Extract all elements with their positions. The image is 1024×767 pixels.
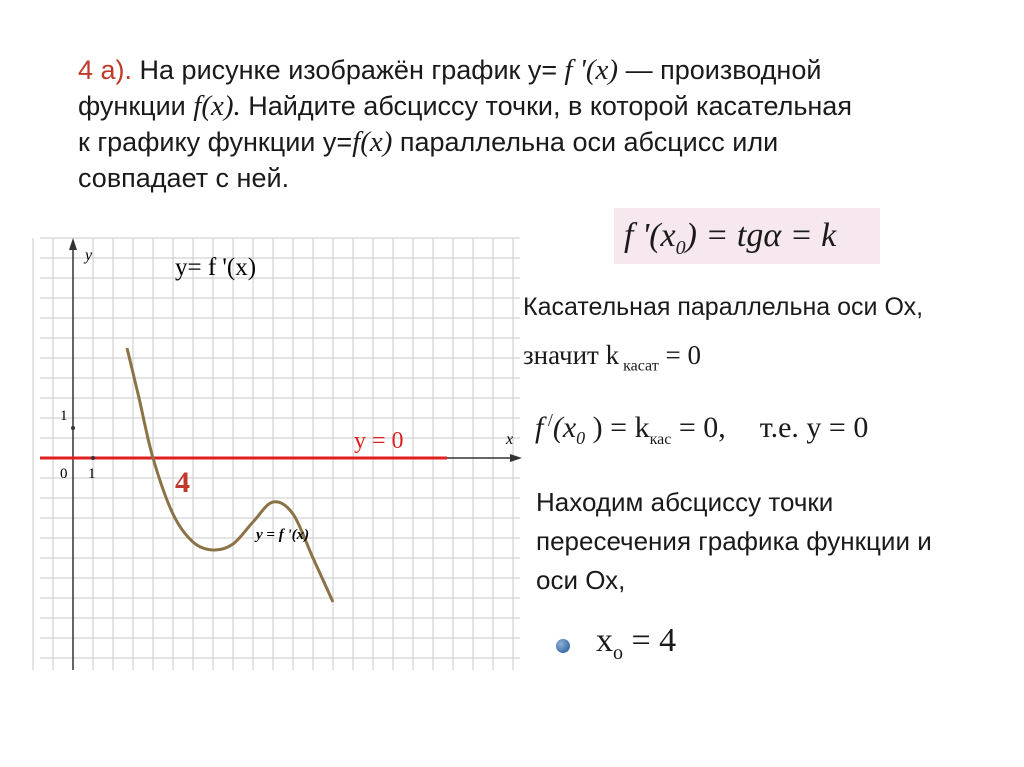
axis-x-label: x <box>506 431 514 448</box>
tick-zero: 0 <box>60 466 68 482</box>
bullet-icon <box>556 639 570 653</box>
equation-line: f $^/(x_0$ ) = $k_{кас} = 0$, т.е. y = 0 <box>535 410 869 448</box>
x-axis-arrow <box>510 454 522 462</box>
find-text: Находим абсциссу точки пересечения графика функции и оси Ох, <box>536 487 932 595</box>
problem-line-4: совпадает с ней. <box>78 163 290 193</box>
derivative-curve <box>127 348 333 602</box>
zero-line-label: y = 0 <box>354 428 404 454</box>
tangent-text-2: значит k $_{касат}$ = 0 <box>523 340 701 375</box>
derivative-graph <box>0 230 530 670</box>
curve-label: y = f '(x) <box>256 527 310 543</box>
problem-line-2: функции f(x). Найдите абсциссу точки, в которой касательная <box>78 90 852 122</box>
y-axis-arrow <box>69 238 77 250</box>
tick-x1-dot <box>91 456 95 460</box>
problem-line-3: к графику функции y=f(x) параллельна оси абсцисс или <box>78 126 779 158</box>
graph-grid <box>33 238 520 670</box>
tick-x1: 1 <box>88 466 96 482</box>
problem-line-1: 4 а). На рисунке изображён график y= f '(x) — производной <box>78 54 822 86</box>
root-label: 4 <box>175 466 190 499</box>
tick-y1: 1 <box>60 408 68 424</box>
answer: $x_o = 4$ <box>596 622 677 664</box>
axis-y-label: y <box>85 247 93 264</box>
derivative-formula: f '$(x_0) = tg\alpha = k$ <box>614 208 880 264</box>
problem-statement <box>78 52 978 196</box>
func-label: y= f '(x) <box>175 254 257 281</box>
problem-number: 4 а). <box>78 55 133 85</box>
tangent-text-1: Касательная параллельна оси Ох, <box>523 293 924 321</box>
tick-y1-dot <box>71 426 75 430</box>
